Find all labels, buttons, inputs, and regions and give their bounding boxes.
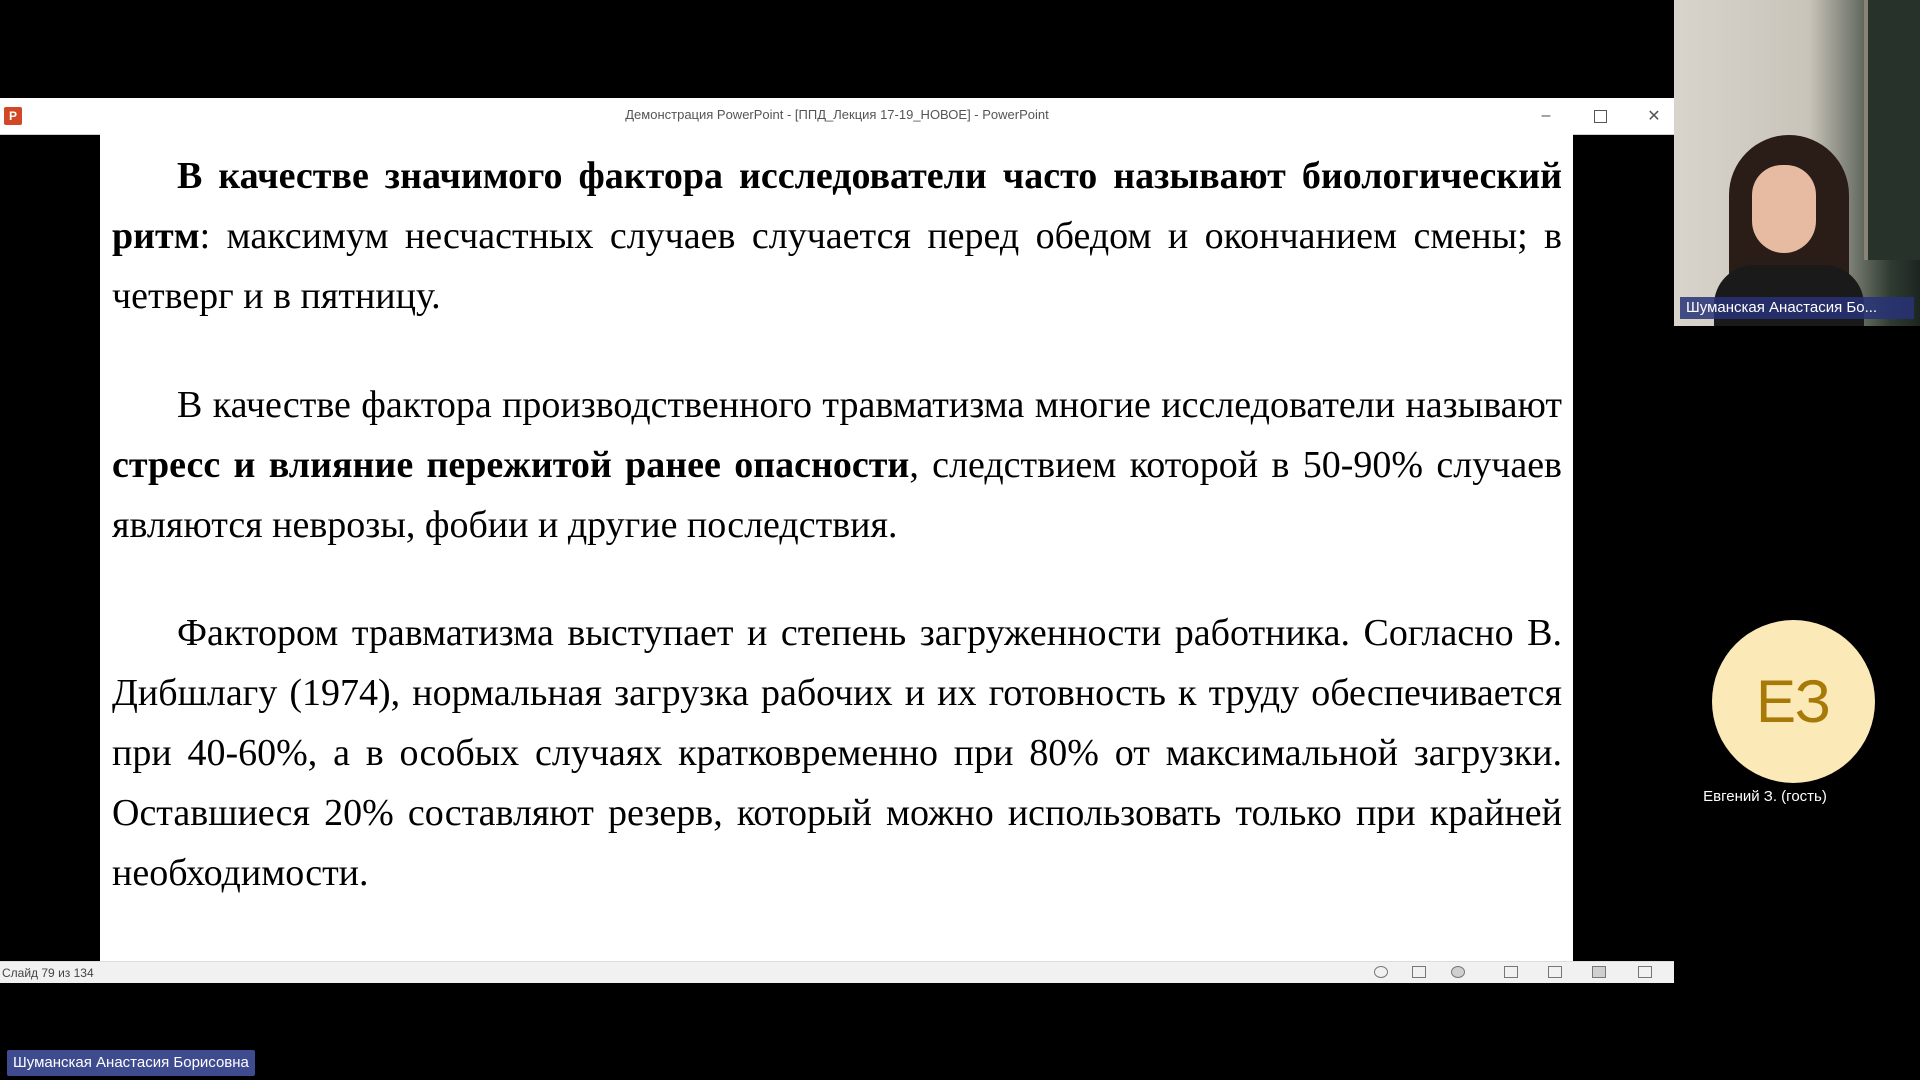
paragraph-2-text-end: , следствием которой в 50-90% случаев являются неврозы, фобии и другие последствия. xyxy=(112,444,1563,546)
notes-icon[interactable] xyxy=(1374,966,1388,978)
guest-avatar[interactable]: ЕЗ xyxy=(1712,620,1875,783)
maximize-icon xyxy=(1594,110,1607,123)
slide-paragraph-2 xyxy=(112,375,1562,555)
grid-view-icon[interactable] xyxy=(1548,966,1562,978)
slide-paragraph-3: Фактором травматизма выступает и степень загруженности работника. Согласно В. Дибшлагу (1974), нормальная загрузка рабочих и их готовность к труду обеспечивается при 40-60%, а в особых случаях кратковременно при 80% от максимальной загрузки. Оставшиеся 20% составляют резерв, который можно использовать только при крайней необходимости. xyxy=(112,612,1562,894)
slide-canvas[interactable] xyxy=(100,134,1573,961)
paragraph-1-text: : максимум несчастных случаев случается перед обедом и окончанием смены; в четверг и в пятницу. xyxy=(112,215,1562,317)
paragraph-2-bold: стресс и влияние пережитой ранее опасности xyxy=(112,444,910,486)
guest-name-label: Евгений З. (гость) xyxy=(1703,788,1827,805)
chalkboard-background xyxy=(1864,0,1920,260)
slide-counter: Слайд 79 из 134 xyxy=(2,966,94,980)
camera-name-label: Шуманская Анастасия Бо... xyxy=(1680,297,1914,319)
paragraph-1-bold: В качестве значимого фактора исследователи часто называют биологический ритм xyxy=(112,155,1562,257)
slideshow-icon[interactable] xyxy=(1638,966,1652,978)
status-bar xyxy=(0,961,1674,983)
window-title: Демонстрация PowerPoint - [ППД_Лекция 17-19_НОВОЕ] - PowerPoint xyxy=(625,107,1049,122)
slide-paragraph-1 xyxy=(112,146,1562,326)
normal-view-icon[interactable] xyxy=(1412,966,1426,978)
presenter-name-label: Шуманская Анастасия Борисовна xyxy=(7,1050,255,1076)
reading-view-icon[interactable] xyxy=(1592,966,1606,978)
presenter-video-tile[interactable] xyxy=(1674,0,1920,326)
maximize-button[interactable] xyxy=(1574,98,1626,134)
paragraph-2-text-start: В качестве фактора производственного травматизма многие исследователи называют xyxy=(177,384,1562,426)
powerpoint-icon[interactable]: P xyxy=(4,107,22,125)
close-button[interactable]: ✕ xyxy=(1647,108,1661,125)
title-bar xyxy=(0,98,1674,135)
minimize-button[interactable]: – xyxy=(1541,107,1551,124)
cursor-icon[interactable] xyxy=(1451,966,1465,978)
presenter-face xyxy=(1752,165,1816,253)
slide-sorter-icon[interactable] xyxy=(1504,966,1518,978)
powerpoint-window xyxy=(0,98,1674,982)
